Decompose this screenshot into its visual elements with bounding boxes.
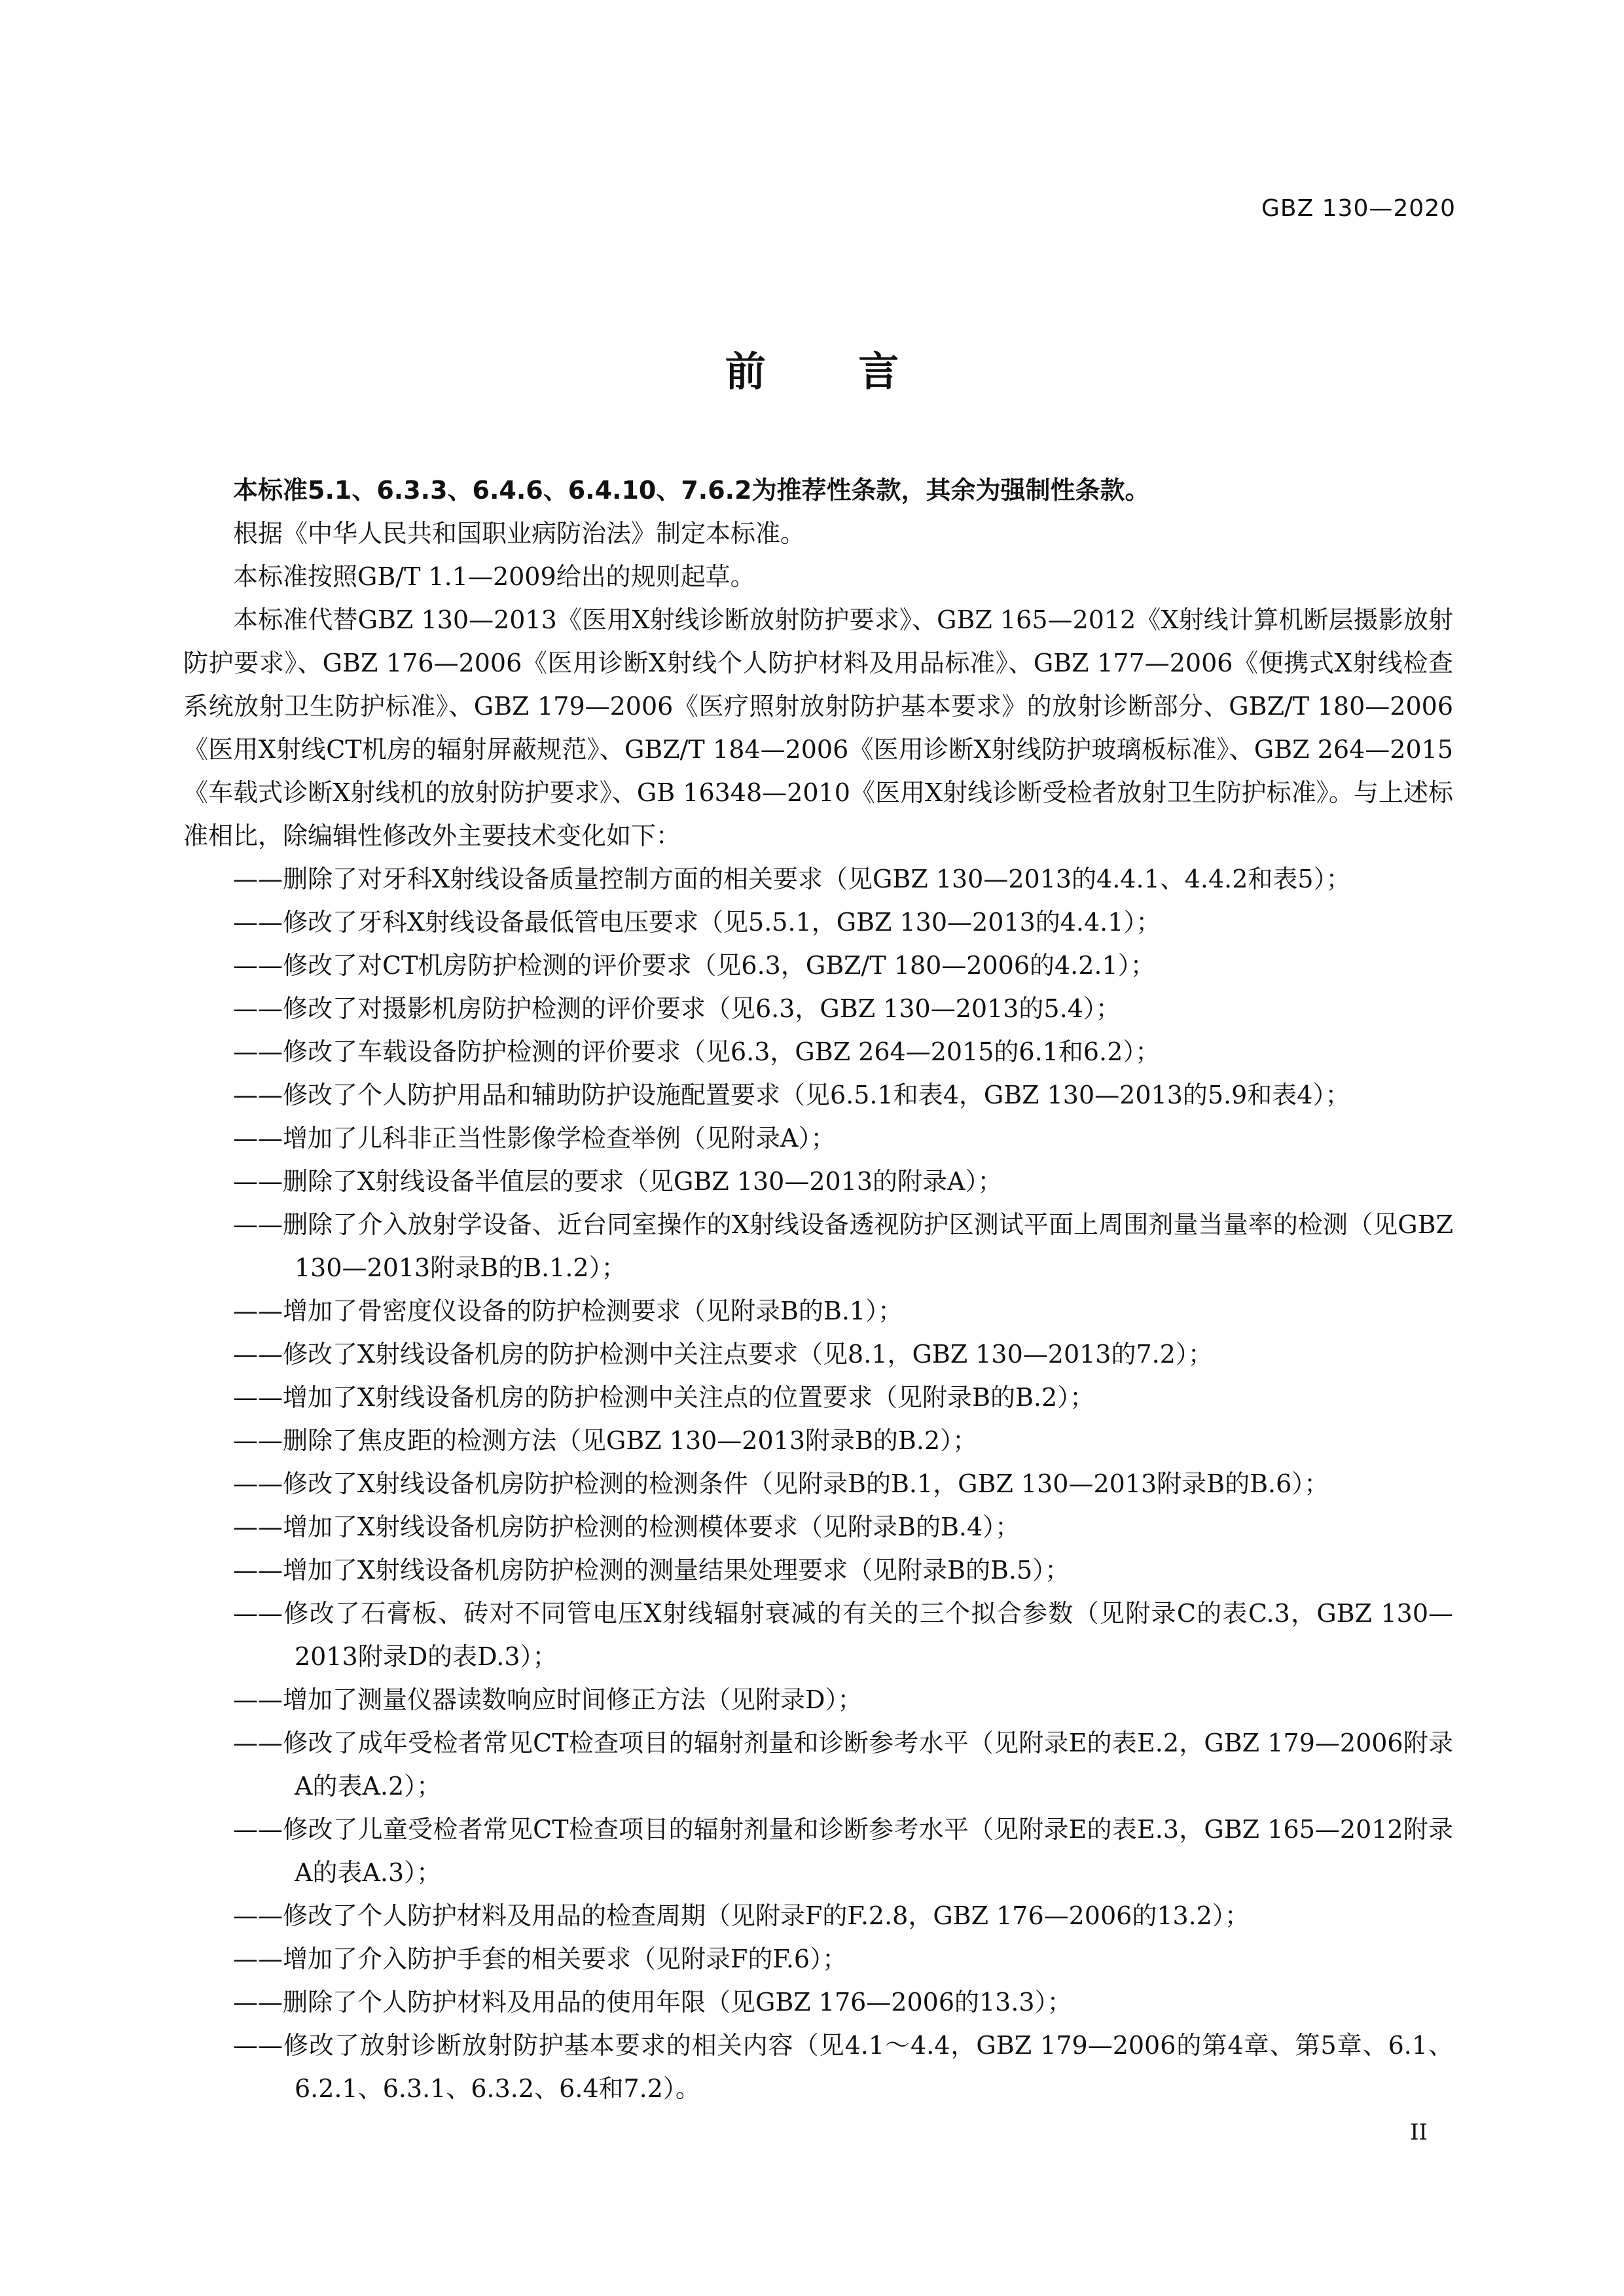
list-item	[183, 1160, 1453, 1203]
dash-marker: ——	[233, 1167, 283, 1196]
list-item-text: 修改了对CT机房防护检测的评价要求（见6.3，GBZ/T 180—2006的4.2.1）；	[283, 951, 1155, 980]
dash-marker: ——	[233, 1340, 283, 1369]
list-item	[183, 2024, 1453, 2110]
list-item	[183, 1203, 1453, 1289]
recommended-clauses-paragraph: 本标准5.1、6.3.3、6.4.6、6.4.10、7.6.2为推荐性条款，其余为强制性条款。	[233, 476, 1150, 505]
drafting-rules-paragraph: 本标准按照GB/T 1.1—2009给出的规则起草。	[233, 562, 755, 591]
list-item-text: 修改了成年受检者常见CT检查项目的辐射剂量和诊断参考水平（见附录E的表E.2，GBZ 179—2006附录A的表A.2）；	[283, 1729, 1453, 1801]
dash-marker: ——	[233, 1513, 283, 1541]
list-item	[183, 1894, 1453, 1937]
list-item	[183, 901, 1453, 944]
list-item-text: 增加了骨密度仪设备的防护检测要求（见附录B的B.1）；	[283, 1297, 903, 1325]
dash-marker: ——	[233, 951, 283, 980]
list-item-text: 修改了个人防护材料及用品的检查周期（见附录F的F.2.8，GBZ 176—2006的13.2）；	[283, 1901, 1250, 1930]
list-item-text: 修改了石膏板、砖对不同管电压X射线辐射衰减的有关的三个拟合参数（见附录C的表C.3，GBZ 130—2013附录D的表D.3）；	[283, 1599, 1453, 1671]
dash-marker: ——	[233, 1426, 283, 1455]
dash-marker: ——	[233, 1383, 283, 1412]
list-item-text: 修改了X射线设备机房防护检测的检测条件（见附录B的B.1，GBZ 130—2013附录B的B.6）；	[283, 1469, 1329, 1498]
list-item-text: 删除了焦皮距的检测方法（见GBZ 130—2013附录B的B.2）；	[283, 1426, 978, 1455]
dash-marker: ——	[233, 2031, 283, 2060]
list-item-text: 增加了X射线设备机房的防护检测中关注点的位置要求（见附录B的B.2）；	[283, 1383, 1095, 1412]
list-item	[183, 987, 1453, 1030]
list-item-text: 增加了介入防护手套的相关要求（见附录F的F.6）；	[283, 1945, 848, 1973]
list-item	[183, 1462, 1453, 1505]
dash-marker: ——	[233, 1685, 283, 1714]
list-item-text: 增加了测量仪器读数响应时间修正方法（见附录D）；	[283, 1685, 863, 1714]
list-item-text: 修改了放射诊断放射防护基本要求的相关内容（见4.1～4.4，GBZ 179—2006的第4章、第5章、6.1、6.2.1、6.3.1、6.3.2、6.4和7.2）。	[283, 2031, 1453, 2103]
list-item	[183, 1937, 1453, 1981]
dash-marker: ——	[233, 908, 283, 937]
dash-marker: ——	[233, 1037, 283, 1066]
list-item-text: 删除了介入放射学设备、近台同室操作的X射线设备透视防护区测试平面上周围剂量当量率的检测（见GBZ 130—2013附录B的B.1.2）；	[283, 1210, 1453, 1282]
list-item	[183, 1808, 1453, 1894]
list-item-text: 修改了X射线设备机房的防护检测中关注点要求（见8.1，GBZ 130—2013的7.2）；	[283, 1340, 1213, 1369]
dash-marker: ——	[233, 1081, 283, 1109]
list-item	[183, 1376, 1453, 1419]
dash-marker: ——	[233, 865, 283, 893]
list-item-text: 修改了牙科X射线设备最低管电压要求（见5.5.1，GBZ 130—2013的4.4.1）；	[283, 908, 1161, 937]
legal-basis-paragraph: 根据《中华人民共和国职业病防治法》制定本标准。	[233, 519, 806, 548]
list-item	[183, 857, 1453, 901]
dash-marker: ——	[233, 1297, 283, 1325]
list-item	[183, 1592, 1453, 1678]
list-item	[183, 1981, 1453, 2024]
standard-code-header: GBZ 130—2020	[1261, 195, 1456, 222]
page-number: II	[1410, 2119, 1428, 2145]
list-item-text: 增加了X射线设备机房防护检测的测量结果处理要求（见附录B的B.5）；	[283, 1556, 1070, 1585]
dash-marker: ——	[233, 1901, 283, 1930]
dash-marker: ——	[233, 1556, 283, 1585]
dash-marker: ——	[233, 1988, 283, 2017]
dash-marker: ——	[233, 1469, 283, 1498]
list-item	[183, 1073, 1453, 1117]
replacement-paragraph: 本标准代替GBZ 130—2013《医用X射线诊断放射防护要求》、GBZ 165—2012《X射线计算机断层摄影放射防护要求》、GBZ 176—2006《医用诊断X射线个人防护材料及用品标准》、GBZ 177—2006《便携式X射线检查系统放射卫生防护标准》、GBZ 179—2006《医疗照射放射防护基本要求》的放射诊断部分、GBZ/T 180—2006《医用X射线CT机房的辐射屏蔽规范》、GBZ/T 184—2006《医用诊断X射线防护玻璃板标准》、GBZ 264—2015《车载式诊断X射线机的放射防护要求》、GB 16348—2010《医用X射线诊断受检者放射卫生防护标准》。与上述标准相比，除编辑性修改外主要技术变化如下：	[183, 605, 1453, 850]
page-title: 前 言	[725, 348, 939, 395]
list-item	[183, 1419, 1453, 1462]
list-item	[183, 1117, 1453, 1160]
dash-marker: ——	[233, 1210, 283, 1239]
list-item	[183, 1289, 1453, 1333]
list-item-text: 修改了车载设备防护检测的评价要求（见6.3，GBZ 264—2015的6.1和6.2）；	[283, 1037, 1161, 1066]
list-item	[183, 1505, 1453, 1549]
foreword-body	[183, 469, 1453, 2110]
list-item-text: 修改了儿童受检者常见CT检查项目的辐射剂量和诊断参考水平（见附录E的表E.3，GBZ 165—2012附录A的表A.3）；	[283, 1815, 1453, 1887]
dash-marker: ——	[233, 1124, 283, 1153]
dash-marker: ——	[233, 1945, 283, 1973]
list-item-text: 修改了对摄影机房防护检测的评价要求（见6.3，GBZ 130—2013的5.4）；	[283, 994, 1121, 1023]
dash-marker: ——	[233, 1815, 283, 1844]
list-item	[183, 944, 1453, 987]
list-item	[183, 1549, 1453, 1592]
list-item-text: 增加了儿科非正当性影像学检查举例（见附录A）；	[283, 1124, 836, 1153]
list-item	[183, 1721, 1453, 1808]
list-item	[183, 1333, 1453, 1376]
dash-marker: ——	[233, 994, 283, 1023]
list-item	[183, 1030, 1453, 1073]
list-item-text: 增加了X射线设备机房防护检测的检测模体要求（见附录B的B.4）；	[283, 1513, 1020, 1541]
list-item	[183, 1678, 1453, 1721]
list-item-text: 删除了对牙科X射线设备质量控制方面的相关要求（见GBZ 130—2013的4.4.1、4.4.2和表5）；	[283, 865, 1351, 893]
dash-marker: ——	[233, 1599, 283, 1628]
dash-marker: ——	[233, 1729, 283, 1757]
list-item-text: 删除了X射线设备半值层的要求（见GBZ 130—2013的附录A）；	[283, 1167, 1003, 1196]
list-item-text: 修改了个人防护用品和辅助防护设施配置要求（见6.5.1和表4，GBZ 130—2013的5.9和表4）；	[283, 1081, 1350, 1109]
list-item-text: 删除了个人防护材料及用品的使用年限（见GBZ 176—2006的13.3）；	[283, 1988, 1072, 2017]
technical-changes-list	[183, 857, 1453, 2110]
